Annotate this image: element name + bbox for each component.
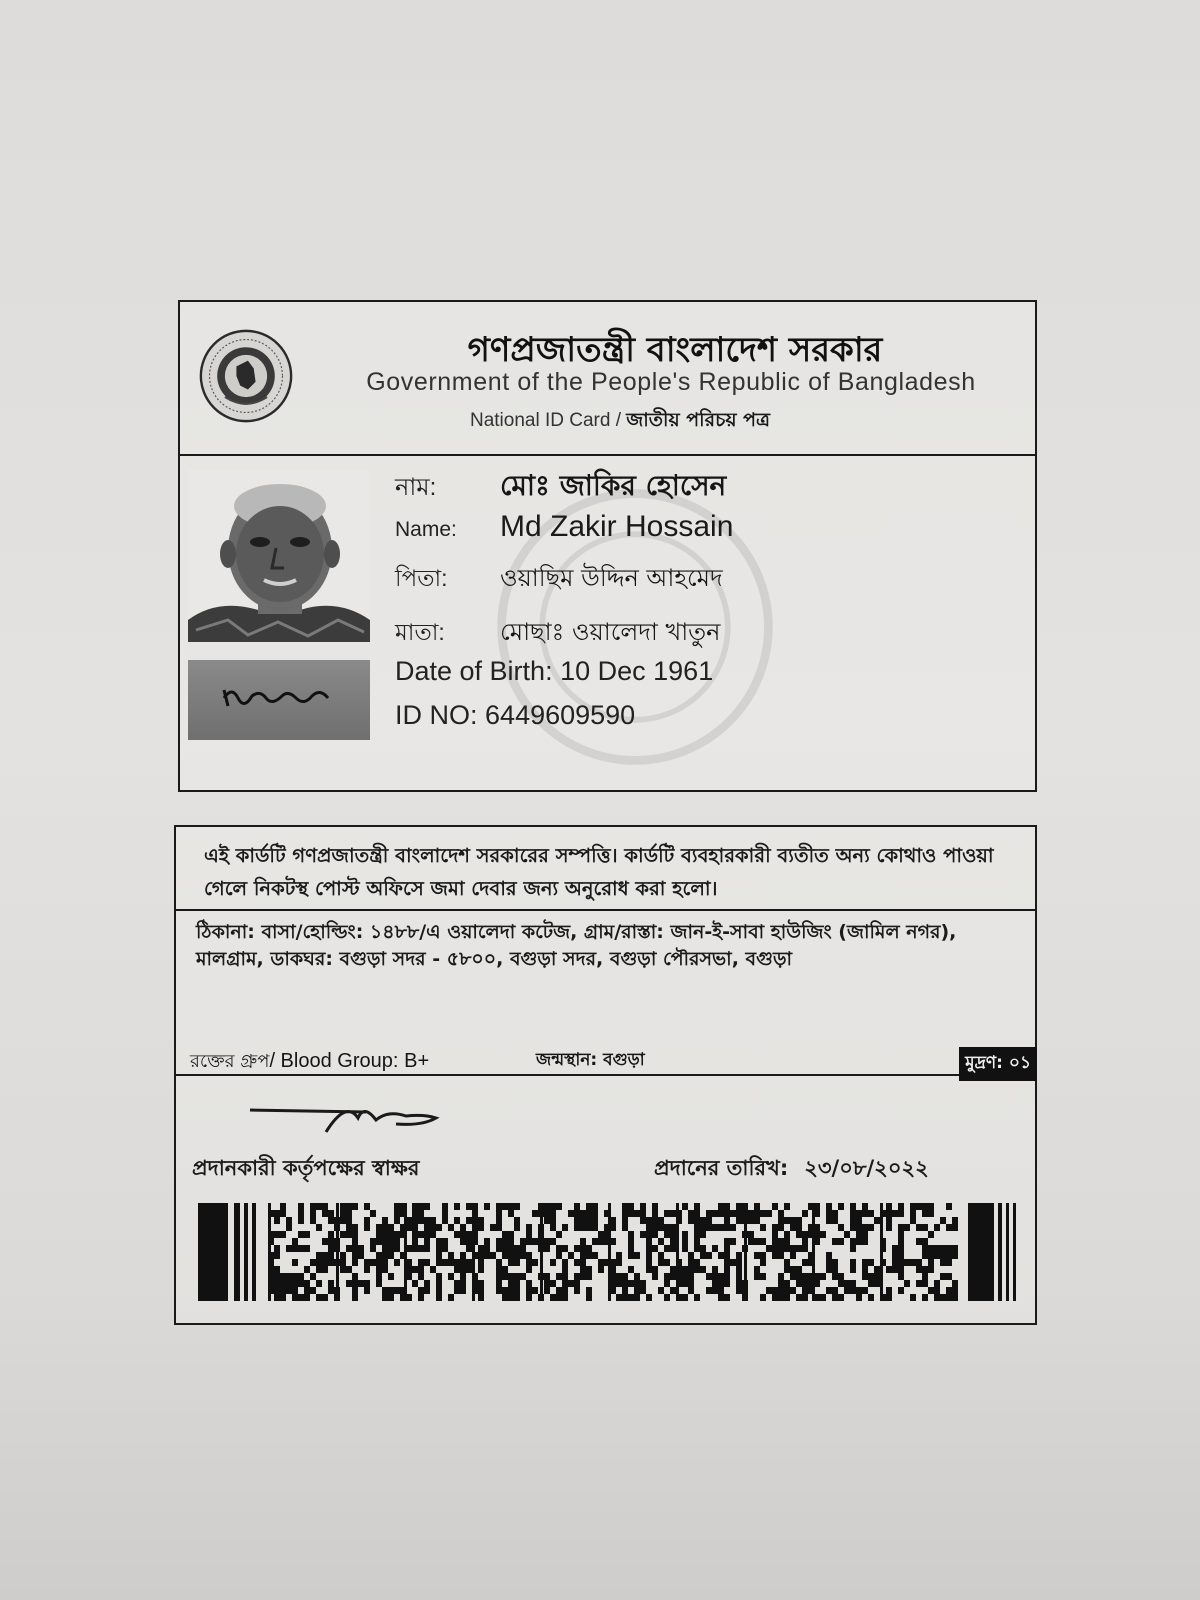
card-type-separator: / bbox=[610, 410, 627, 431]
print-number-badge bbox=[959, 1047, 1037, 1081]
field-name-english bbox=[395, 510, 733, 544]
field-father bbox=[395, 560, 723, 600]
issue-date-value: ২৩/০৮/২০২২ bbox=[804, 1156, 929, 1180]
field-id-number bbox=[395, 700, 635, 731]
name-english-label: Name: bbox=[395, 518, 457, 541]
card-header bbox=[180, 302, 1035, 456]
blood-group-label-bangla: রক্তের গ্রুপ bbox=[190, 1051, 270, 1072]
id-card-back bbox=[174, 825, 1037, 1325]
card-type-english: National ID Card bbox=[469, 410, 611, 431]
ownership-notice: এই কার্ডটি গণপ্রজাতন্ত্রী বাংলাদেশ সরকারের সম্পত্তি। কার্ডটি ব্যবহারকারী ব্যতীত অন্য কোথাও পাওয়া গেলে নিকটস্থ পোস্ট অফিসে জমা দেবার জন্য অনুরোধ করা হলো। bbox=[176, 827, 1035, 911]
holder-signature bbox=[188, 660, 370, 740]
issue-date-label: প্রদানের তারিখ: bbox=[654, 1156, 789, 1180]
dob-label: Date of Birth: bbox=[395, 656, 553, 686]
father-value: ওয়াছিম উদ্দিন আহমেদ bbox=[500, 564, 723, 592]
dob-value: 10 Dec 1961 bbox=[560, 656, 714, 686]
name-english-value: Md Zakir Hossain bbox=[500, 510, 734, 543]
holder-photo bbox=[188, 470, 370, 642]
field-name-bangla bbox=[395, 464, 726, 511]
id-label: ID NO: bbox=[395, 700, 478, 730]
pdf417-barcode bbox=[198, 1203, 1018, 1301]
address-label: ঠিকানা: bbox=[196, 921, 255, 943]
government-title-bangla: গণপ্রজাতন্ত্রী বাংলাদেশ সরকার bbox=[467, 330, 883, 370]
issue-date bbox=[654, 1152, 929, 1187]
address-section bbox=[176, 911, 1035, 1076]
birthplace-value: বগুড়া bbox=[603, 1050, 645, 1070]
father-label: পিতা: bbox=[395, 565, 448, 591]
name-bangla-label: নাম: bbox=[395, 474, 437, 501]
blood-group-value: B+ bbox=[404, 1050, 430, 1072]
issuing-authority-label: প্রদানকারী কর্তৃপক্ষের স্বাক্ষর bbox=[192, 1156, 420, 1180]
birthplace-label: জন্মস্থান: bbox=[536, 1050, 598, 1070]
address-value: বাসা/হোল্ডিং: ১৪৮৮/এ ওয়ালেদা কটেজ, গ্রাম/রাস্তা: জান-ই-সাবা হাউজিং (জামিল নগর), মালগ্রাম, ডাকঘর: বগুড়া সদর - ৫৮০০, বগুড়া সদর, বগুড়া পৌরসভা, বগুড়া bbox=[196, 921, 957, 970]
print-value: ০১ bbox=[1008, 1053, 1031, 1073]
print-label: মুদ্রণ: bbox=[965, 1053, 1003, 1073]
birthplace bbox=[536, 1047, 645, 1075]
address bbox=[196, 919, 1006, 973]
field-date-of-birth bbox=[395, 656, 713, 687]
government-seal-icon bbox=[198, 328, 294, 424]
card-type-bangla: জাতীয় পরিচয় পত্র bbox=[626, 409, 770, 431]
blood-group-label-english: / Blood Group: bbox=[269, 1050, 399, 1072]
mother-label: মাতা: bbox=[395, 619, 445, 645]
name-bangla-value: মোঃ জাকির হোসেন bbox=[500, 469, 727, 502]
government-title-english: Government of the People's Republic of Bangladesh bbox=[366, 368, 976, 396]
id-card-front bbox=[178, 300, 1037, 792]
field-mother bbox=[395, 614, 721, 654]
card-type bbox=[340, 406, 900, 438]
id-value: 6449609590 bbox=[485, 700, 636, 730]
blood-group bbox=[190, 1047, 429, 1078]
mother-value: মোছাঃ ওয়ালেদা খাতুন bbox=[500, 618, 721, 646]
authority-signature bbox=[246, 1092, 446, 1137]
